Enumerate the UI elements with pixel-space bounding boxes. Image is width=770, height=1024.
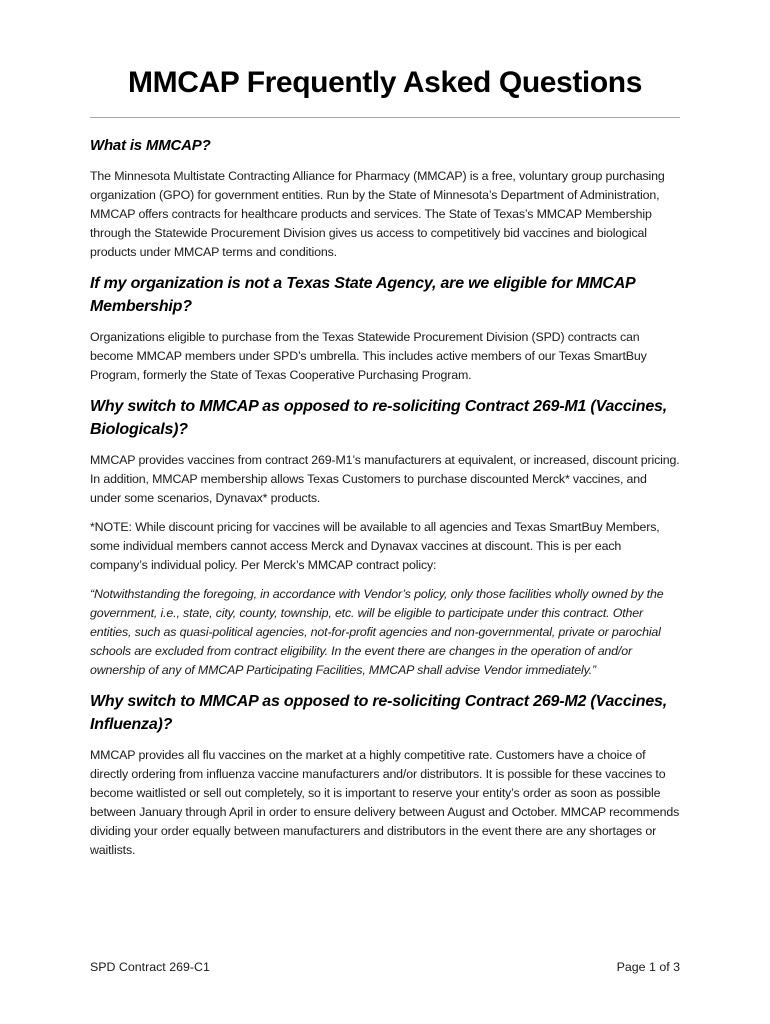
document-page bbox=[90, 0, 680, 1024]
faq-answer-paragraph: Organizations eligible to purchase from the Texas Statewide Procurement Division (SPD) contracts can become MMCAP members under SPD’s umbrella. This includes active members of our Texas SmartBuy Program, formerly the State of Texas Cooperative Purchasing Program. bbox=[90, 330, 647, 382]
faq-section-269-m2 bbox=[90, 690, 680, 860]
faq-note-paragraph: *NOTE: While discount pricing for vaccines will be available to all agencies and Texas SmartBuy Members, some individual members cannot access Merck and Dynavax vaccines at discount. This is per each company’s individual policy. Per Merck’s MMCAP contract policy: bbox=[90, 520, 660, 572]
faq-section-eligibility bbox=[90, 272, 680, 385]
faq-section-what-is-mmcap bbox=[90, 134, 680, 262]
merck-policy-quote: “Notwithstanding the foregoing, in accordance with Vendor’s policy, only those facilities wholly owned by the government, i.e., state, city, county, township, etc. will be eligible to participate under this contract. Other entities, such as quasi-political agencies, not-for-profit agencies and non-governmental, private or parochial schools are excluded from contract eligibility. In the event there are changes in the operation of and/or ownership of any of MMCAP Participating Facilities, MMCAP shall advise Vendor immediately.” bbox=[90, 587, 664, 677]
footer-contract-label: SPD Contract 269-C1 bbox=[90, 960, 210, 974]
faq-section-269-m1 bbox=[90, 395, 680, 680]
faq-question: Why switch to MMCAP as opposed to re-soliciting Contract 269-M2 (Vaccines, Influenza)? bbox=[90, 693, 667, 733]
faq-answer-paragraph: The Minnesota Multistate Contracting Alliance for Pharmacy (MMCAP) is a free, voluntary group purchasing organization (GPO) for government entities. Run by the State of Minnesota’s Department of Administration, MMCAP offers contracts for healthcare products and services. The State of Texas’s MMCAP Membership through the Statewide Procurement Division gives us access to competitively bid vaccines and biological products under MMCAP terms and conditions. bbox=[90, 169, 665, 259]
faq-answer-paragraph: MMCAP provides vaccines from contract 269-M1’s manufacturers at equivalent, or increased, discount pricing. In addition, MMCAP membership allows Texas Customers to purchase discounted Merck* vaccines, and under some scenarios, Dynavax* products. bbox=[90, 453, 680, 505]
faq-question: Why switch to MMCAP as opposed to re-soliciting Contract 269-M1 (Vaccines, Biologicals)? bbox=[90, 398, 667, 438]
faq-content bbox=[90, 134, 680, 870]
page-title: MMCAP Frequently Asked Questions bbox=[128, 66, 642, 99]
faq-answer-paragraph: MMCAP provides all flu vaccines on the market at a highly competitive rate. Customers have a choice of directly ordering from influenza vaccine manufacturers and/or distributors. It is possible for these vaccines to become waitlisted or sell out completely, so it is important to reserve your entity’s order as soon as possible between January through April in order to ensure delivery between August and October. MMCAP recommends dividing your order equally between manufacturers and distributors in the event there are any shortages or waitlists. bbox=[90, 748, 680, 857]
faq-question: What is MMCAP? bbox=[90, 137, 211, 154]
footer-page-number: Page 1 of 3 bbox=[616, 960, 680, 974]
faq-question: If my organization is not a Texas State Agency, are we eligible for MMCAP Membership? bbox=[90, 275, 635, 315]
title-divider bbox=[90, 117, 680, 118]
